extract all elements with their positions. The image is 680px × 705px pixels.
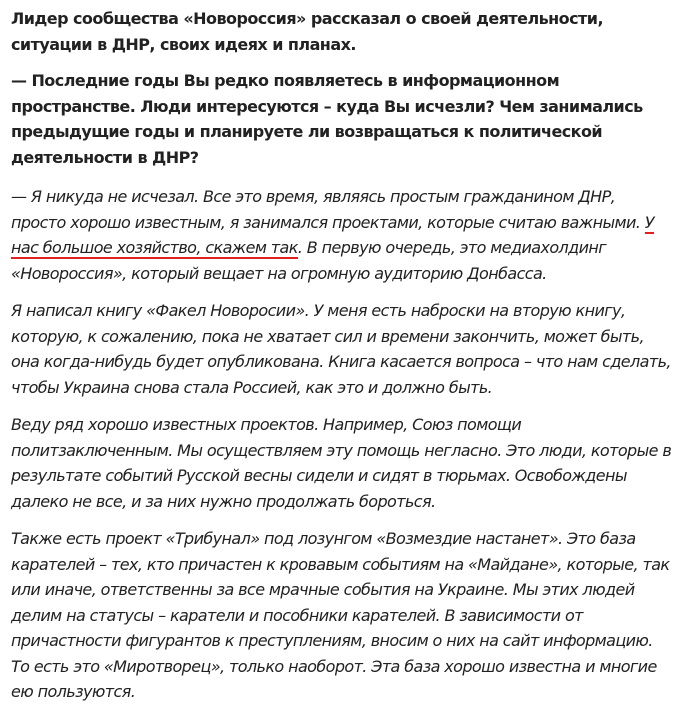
- answer-paragraph-1: [11, 184, 674, 286]
- red-underlined-phrase: У нас большое хозяйство, скажем так: [11, 212, 654, 257]
- interview-question: — Последние годы Вы редко появляетесь в информационном пространстве. Люди интересуются – куда Вы исчезли? Чем занимались предыдущие годы и планируете ли возвращаться к политической деятельности в ДНР?: [11, 71, 643, 167]
- answer-text-before: — Я никуда не исчезал. Все это время, являясь простым гражданином ДНР, просто хорошо известным, я занимался проектами, которые считаю важными.: [11, 187, 645, 232]
- article-lead: Лидер сообщества «Новороссия» рассказал о своей деятельности, ситуации в ДНР, своих идеях и планах.: [11, 9, 603, 54]
- answer-paragraph-3: Веду ряд хорошо известных проектов. Например, Союз помощи политзаключенным. Мы осуществляем эту помощь негласно. Это люди, которые в результате событий Русской весны сидели и сидят в тюрьмах. Освобождены далеко не все, и за них нужно продолжать бороться.: [11, 415, 672, 511]
- answer-paragraph-4: Также есть проект «Трибунал» под лозунгом «Возмездие настанет». Это база карателей – тех, кто причастен к кровавым событиям на «Майдане», которые, так или иначе, ответственны за все мрачные события на Украине. Мы этих людей делим на статусы – каратели и пособники карателей. В зависимости от причастности фигурантов к преступлениям, вносим о них на сайт информацию. То есть это «Миротворец», только наоборот. Эта база хорошо известна и многие ею пользуются.: [11, 529, 670, 701]
- answer-text-after: . В первую очередь, это медиахолдинг «Новороссия», который вещает на огромную аудиторию Донбасса.: [11, 238, 607, 283]
- answer-paragraph-2: Я написал книгу «Факел Новоросии». У меня есть наброски на вторую книгу, которую, к сожалению, пока не хватает сил и времени закончить, может быть, она когда-нибудь будет опубликована. Книга касается вопроса – что нам сделать, чтобы Украина снова стала Россией, как это и должно быть.: [11, 301, 671, 397]
